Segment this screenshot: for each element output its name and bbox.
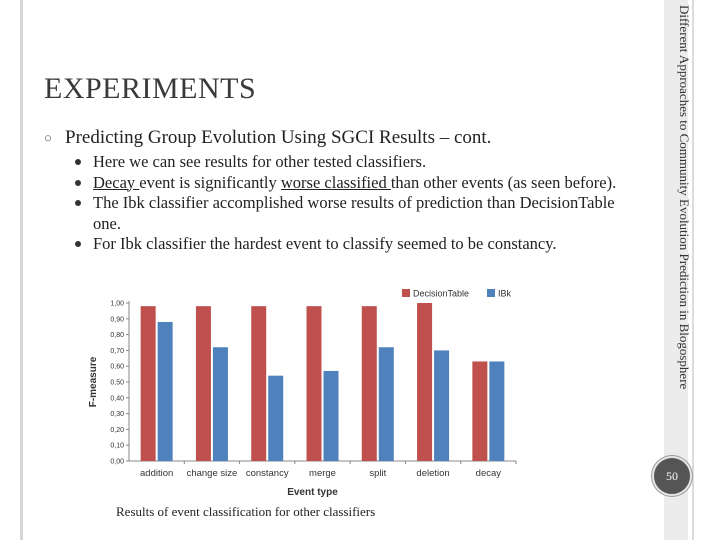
y-tick-label: 0,00 xyxy=(110,458,124,466)
bullet-text: worse classified xyxy=(280,172,391,192)
legend-swatch xyxy=(487,289,495,297)
bar-ibk xyxy=(324,371,339,461)
bar-decisiontable xyxy=(472,361,487,461)
bullet-text: For Ibk classifier the hardest event to classify seemed to be constancy. xyxy=(93,234,557,253)
x-tick-label: change size xyxy=(186,468,238,479)
y-tick-label: 0,10 xyxy=(110,442,124,450)
hollow-circle-bullet-icon: ○ xyxy=(44,130,52,145)
y-tick-label: 0,90 xyxy=(110,316,124,324)
y-tick-label: 0,30 xyxy=(110,411,124,419)
x-tick-label: addition xyxy=(140,468,174,479)
legend-label: DecisionTable xyxy=(413,288,470,299)
bullet-item xyxy=(72,152,632,173)
bullet-dot-icon xyxy=(75,159,81,165)
bullet-item xyxy=(72,193,632,234)
bullet-text: than other events (as seen before). xyxy=(390,172,617,192)
bar-ibk xyxy=(158,322,173,461)
chart-caption: Results of event classification for other classifiers xyxy=(116,504,376,519)
bar-ibk xyxy=(434,350,449,461)
x-tick-label: split xyxy=(369,468,387,479)
page-number-badge: 50 xyxy=(652,456,692,496)
y-tick-label: 1,00 xyxy=(110,300,124,308)
bar-ibk xyxy=(268,376,283,461)
bullet-text: Here we can see results for other tested classifiers. xyxy=(93,152,427,171)
bullet-dot-icon xyxy=(75,241,81,247)
bar-decisiontable xyxy=(417,303,432,461)
x-tick-label: constancy xyxy=(245,468,289,479)
right-margin-rule xyxy=(692,0,694,540)
bar-ibk xyxy=(213,347,228,461)
y-tick-label: 0,50 xyxy=(110,379,124,387)
slide-title: EXPERIMENTS xyxy=(44,72,257,105)
bullet-text: The Ibk classifier accomplished worse results of prediction than DecisionTable one. xyxy=(93,193,615,233)
bar-ibk xyxy=(489,361,504,461)
bullet-item xyxy=(72,173,632,194)
x-axis-label: Event type xyxy=(287,487,338,498)
bar-decisiontable xyxy=(307,306,322,461)
bullet-text: event is significantly xyxy=(139,172,281,192)
bar-decisiontable xyxy=(196,306,211,461)
bar-decisiontable xyxy=(251,306,266,461)
sub-bullet-list xyxy=(72,152,632,255)
bar-decisiontable xyxy=(362,306,377,461)
legend-swatch xyxy=(402,289,410,297)
y-tick-label: 0,80 xyxy=(110,332,124,340)
y-axis-label: F-measure xyxy=(88,356,99,408)
y-tick-label: 0,70 xyxy=(110,347,124,355)
bar-ibk xyxy=(379,347,394,461)
bullet-item xyxy=(72,234,632,255)
bullet-text: Decay xyxy=(93,172,140,192)
x-tick-label: merge xyxy=(309,468,336,479)
y-tick-label: 0,20 xyxy=(110,426,124,434)
side-title: Different Approaches to Community Evolution Prediction in Blogosphere xyxy=(677,5,692,390)
x-tick-label: decay xyxy=(475,468,502,479)
bullet-dot-icon xyxy=(75,200,81,206)
level1-text: Predicting Group Evolution Using SGCI Results – cont. xyxy=(65,127,492,148)
left-margin-rule xyxy=(20,0,23,540)
x-tick-label: deletion xyxy=(416,468,450,479)
f-measure-bar-chart xyxy=(80,283,520,505)
y-tick-label: 0,40 xyxy=(110,395,124,403)
legend-label: IBk xyxy=(498,288,512,299)
bar-decisiontable xyxy=(141,306,156,461)
y-tick-label: 0,60 xyxy=(110,363,124,371)
bullet-dot-icon xyxy=(75,180,81,186)
